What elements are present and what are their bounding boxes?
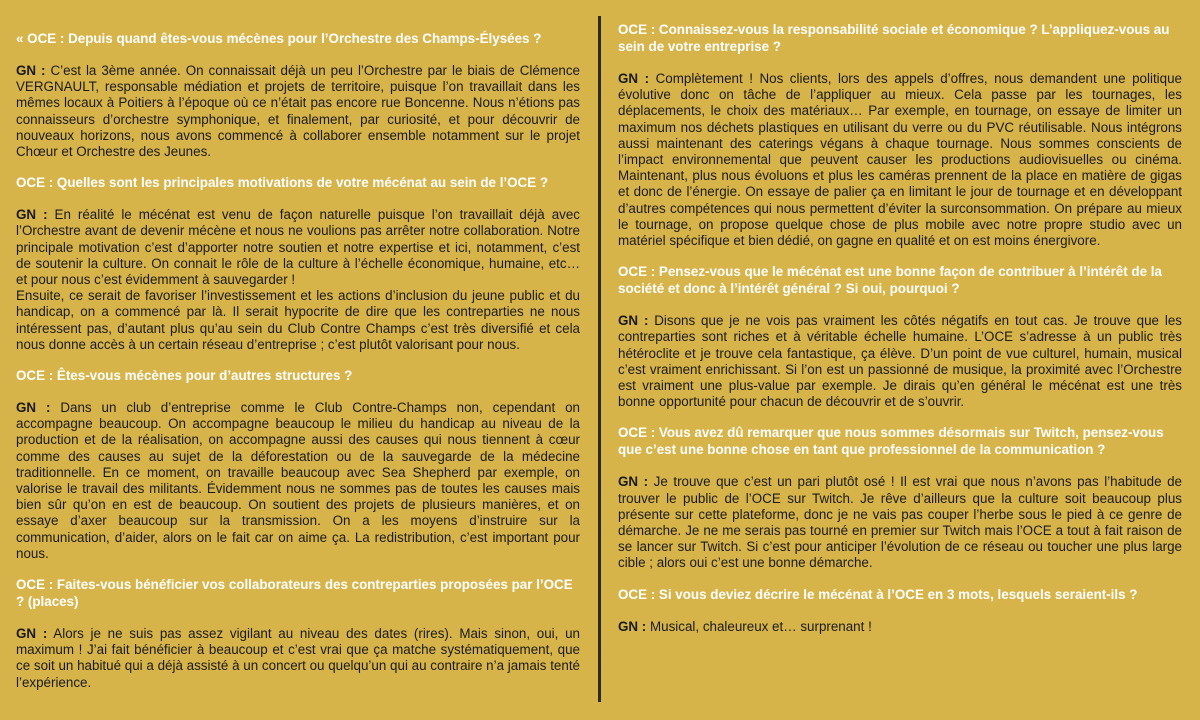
question: OCE : Faites-vous bénéficier vos collaborateurs des contreparties proposées par l’OCE ? (places) (16, 577, 573, 610)
question: OCE : Vous avez dû remarquer que nous sommes désormais sur Twitch, pensez-vous que c’est une bonne chose en tant que professionnel de la communication ? (618, 425, 1164, 458)
answer-text: En réalité le mécénat est venu de façon naturelle puisque l’on travaillait déjà avec l’Orchestre avant de devenir mécène et nous ne voulions pas arrêter notre collaboration. Notre principale motivation c’est d’apporter notre soutien et notre expertise et ici, notamment, c’est de soutenir la culture. On connait le rôle de la culture à l’échelle économique, humaine, etc… et pour nous c’est évidemment à sauvegarder ! (16, 207, 580, 288)
speaker-label: GN : (16, 63, 46, 78)
question: OCE : Êtes-vous mécènes pour d’autres structures ? (16, 368, 353, 384)
answer (16, 400, 580, 562)
answer (16, 207, 580, 353)
answer-text: Dans un club d’entreprise comme le Club Contre-Champs non, cependant on accompagne beaucoup. On accompagne beaucoup le milieu du handicap au niveau de la production et de la réalisation, on accompagne aussi des causes qui nous tiennent à cœur comme des causes au sujet de la déforestation ou de la sauvegarde de la médecine traditionnelle. En ce moment, on travaille beaucoup avec Sea Shepherd par exemple, on valorise le travail des militants. Évidemment nous ne sommes pas de toutes les causes mais bien sûr qu’on en est de beaucoup. On soutient des projets de plusieurs manières, et on essaye d’axer beaucoup sur la transmission. On a les moyens d’instruire sur la communication, d’aider, alors on le fait car on aime ça. La redistribution, c’est important pour nous. (16, 400, 580, 561)
answer-text: Complètement ! Nos clients, lors des appels d’offres, nous demandent une politique évolutive donc on tâche de l’appliquer au mieux. Cela passe par les tournages, les déplacements, le choix des matériaux… Par exemple, en tournage, on essaye de limiter un maximum nos déchets plastiques en utilisant du verre ou du PVC réutilisable. Nous intégrons aussi maintenant des caterings végans à chaque tournage. Nous sommes conscients de l’impact environnemental que peuvent causer les productions audiovisuelles ou cinéma. Maintenant, plus nous évoluons et plus les caméras prennent de la place en matière de gigas et donc de l’énergie. On essaye de palier ça en limitant le jour de tournage et en développant d’autres compétences qui nous permettent d’éviter la surconsommation. On prépare au mieux le tournage, on propose quelque chose de plus mobile avec notre propre studio avec un matériel spécifique et bien dédié, on gagne en qualité et on est moins énergivore. (618, 71, 1182, 249)
speaker-label: GN : (16, 400, 51, 416)
speaker-label: GN : (618, 71, 650, 86)
answer-text: Disons que je ne vois pas vraiment les côtés négatifs en tout cas. Je trouve que les contreparties sont riches et à véritable échelle humaine. L’OCE s’adresse à un public très hétéroclite et je trouve cela fantastique, ça élève. D’un point de vue culturel, humain, musical c’est vraiment enrichissant. Si l’on est un passionné de musique, la proximité avec l’Orchestre est vraiment une plus-value par exemple. Je dirais qu’en général le mécénat est une très bonne opportunité pour chacun de découvrir et de s’ouvrir. (618, 313, 1182, 410)
speaker-label: GN : (16, 207, 48, 223)
question: « OCE : Depuis quand êtes-vous mécènes pour l’Orchestre des Champs-Élysées ? (16, 31, 542, 46)
question: OCE : Quelles sont les principales motivations de votre mécénat au sein de l’OCE ? (16, 175, 549, 191)
speaker-label: GN : (618, 474, 649, 490)
column-divider (598, 16, 601, 702)
right-column (618, 0, 1182, 649)
left-column (16, 0, 580, 705)
answer (16, 626, 580, 691)
answer-text: Ensuite, ce serait de favoriser l’investissement et les actions d’inclusion du jeune public et du handicap, on a commencé par là. Il serait hypocrite de dire que les contreparties ne nous intéressent pas, d’autant plus qu’au sein du Club Contre Champs c’est très diversifié et cela nous donne accès à un certain réseau d’entreprise ; c’est plutôt valorisant pour nous. (16, 288, 580, 352)
answer-text: Alors je ne suis pas assez vigilant au niveau des dates (rires). Mais sinon, oui, un maximum ! J’ai fait bénéficier à beaucoup et c’est vrai que ça matche systématiquement, que ce soit un habitué qui a déjà assisté à un concert ou quelqu’un qui au contraire n’a jamais tenté l’expérience. (16, 626, 581, 690)
speaker-label: GN : (618, 618, 647, 634)
answer-text: Je trouve que c’est un pari plutôt osé ! Il est vrai que nous n’avons pas l’habitude de trouver le public de l’OCE sur Twitch. Je rêve d’ailleurs que la culture soit beaucoup plus présente sur cette plateforme, donc je ne vais pas couper l’herbe sous le pied à ce genre de démarche. Je ne me serais pas tourné en premier sur Twitch mais l’OCE a tout à fait raison de se lancer sur Twitch. Si c’est pour anticiper l’évolution de ce réseau ou toucher une plus large cible ; alors oui c’est une bonne démarche. (618, 474, 1182, 571)
speaker-label: GN : (618, 313, 649, 329)
answer-text: Musical, chaleureux et… surprenant ! (650, 618, 872, 634)
answer (618, 619, 1182, 635)
answer-text: C’est la 3ème année. On connaissait déjà un peu l’Orchestre par le biais de Clémence VERGNAULT, responsable médiation et projets de territoire, puisque l’on travaillait dans les mêmes locaux à Poitiers à l’époque où ce n’était pas encore rue Boncenne. Nous n’étions pas connaisseurs d’orchestre symphonique, et finalement, par curiosité, et pour découvrir de nouveaux horizons, nous avons commencé à collaborer ensemble notamment sur le projet Chœur et Orchestre des Jeunes. (16, 63, 580, 160)
speaker-label: GN : (16, 626, 48, 642)
answer (618, 313, 1182, 410)
answer (618, 71, 1182, 249)
question: OCE : Connaissez-vous la responsabilité sociale et économique ? L’appliquez-vous au sein de votre entreprise ? (618, 22, 1170, 54)
answer (16, 63, 580, 160)
answer (618, 474, 1182, 571)
question: OCE : Pensez-vous que le mécénat est une bonne façon de contribuer à l’intérêt de la société et donc à l’intérêt général ? Si oui, pourquoi ? (618, 264, 1162, 297)
question: OCE : Si vous deviez décrire le mécénat à l’OCE en 3 mots, lesquels seraient-ils ? (618, 586, 1138, 602)
